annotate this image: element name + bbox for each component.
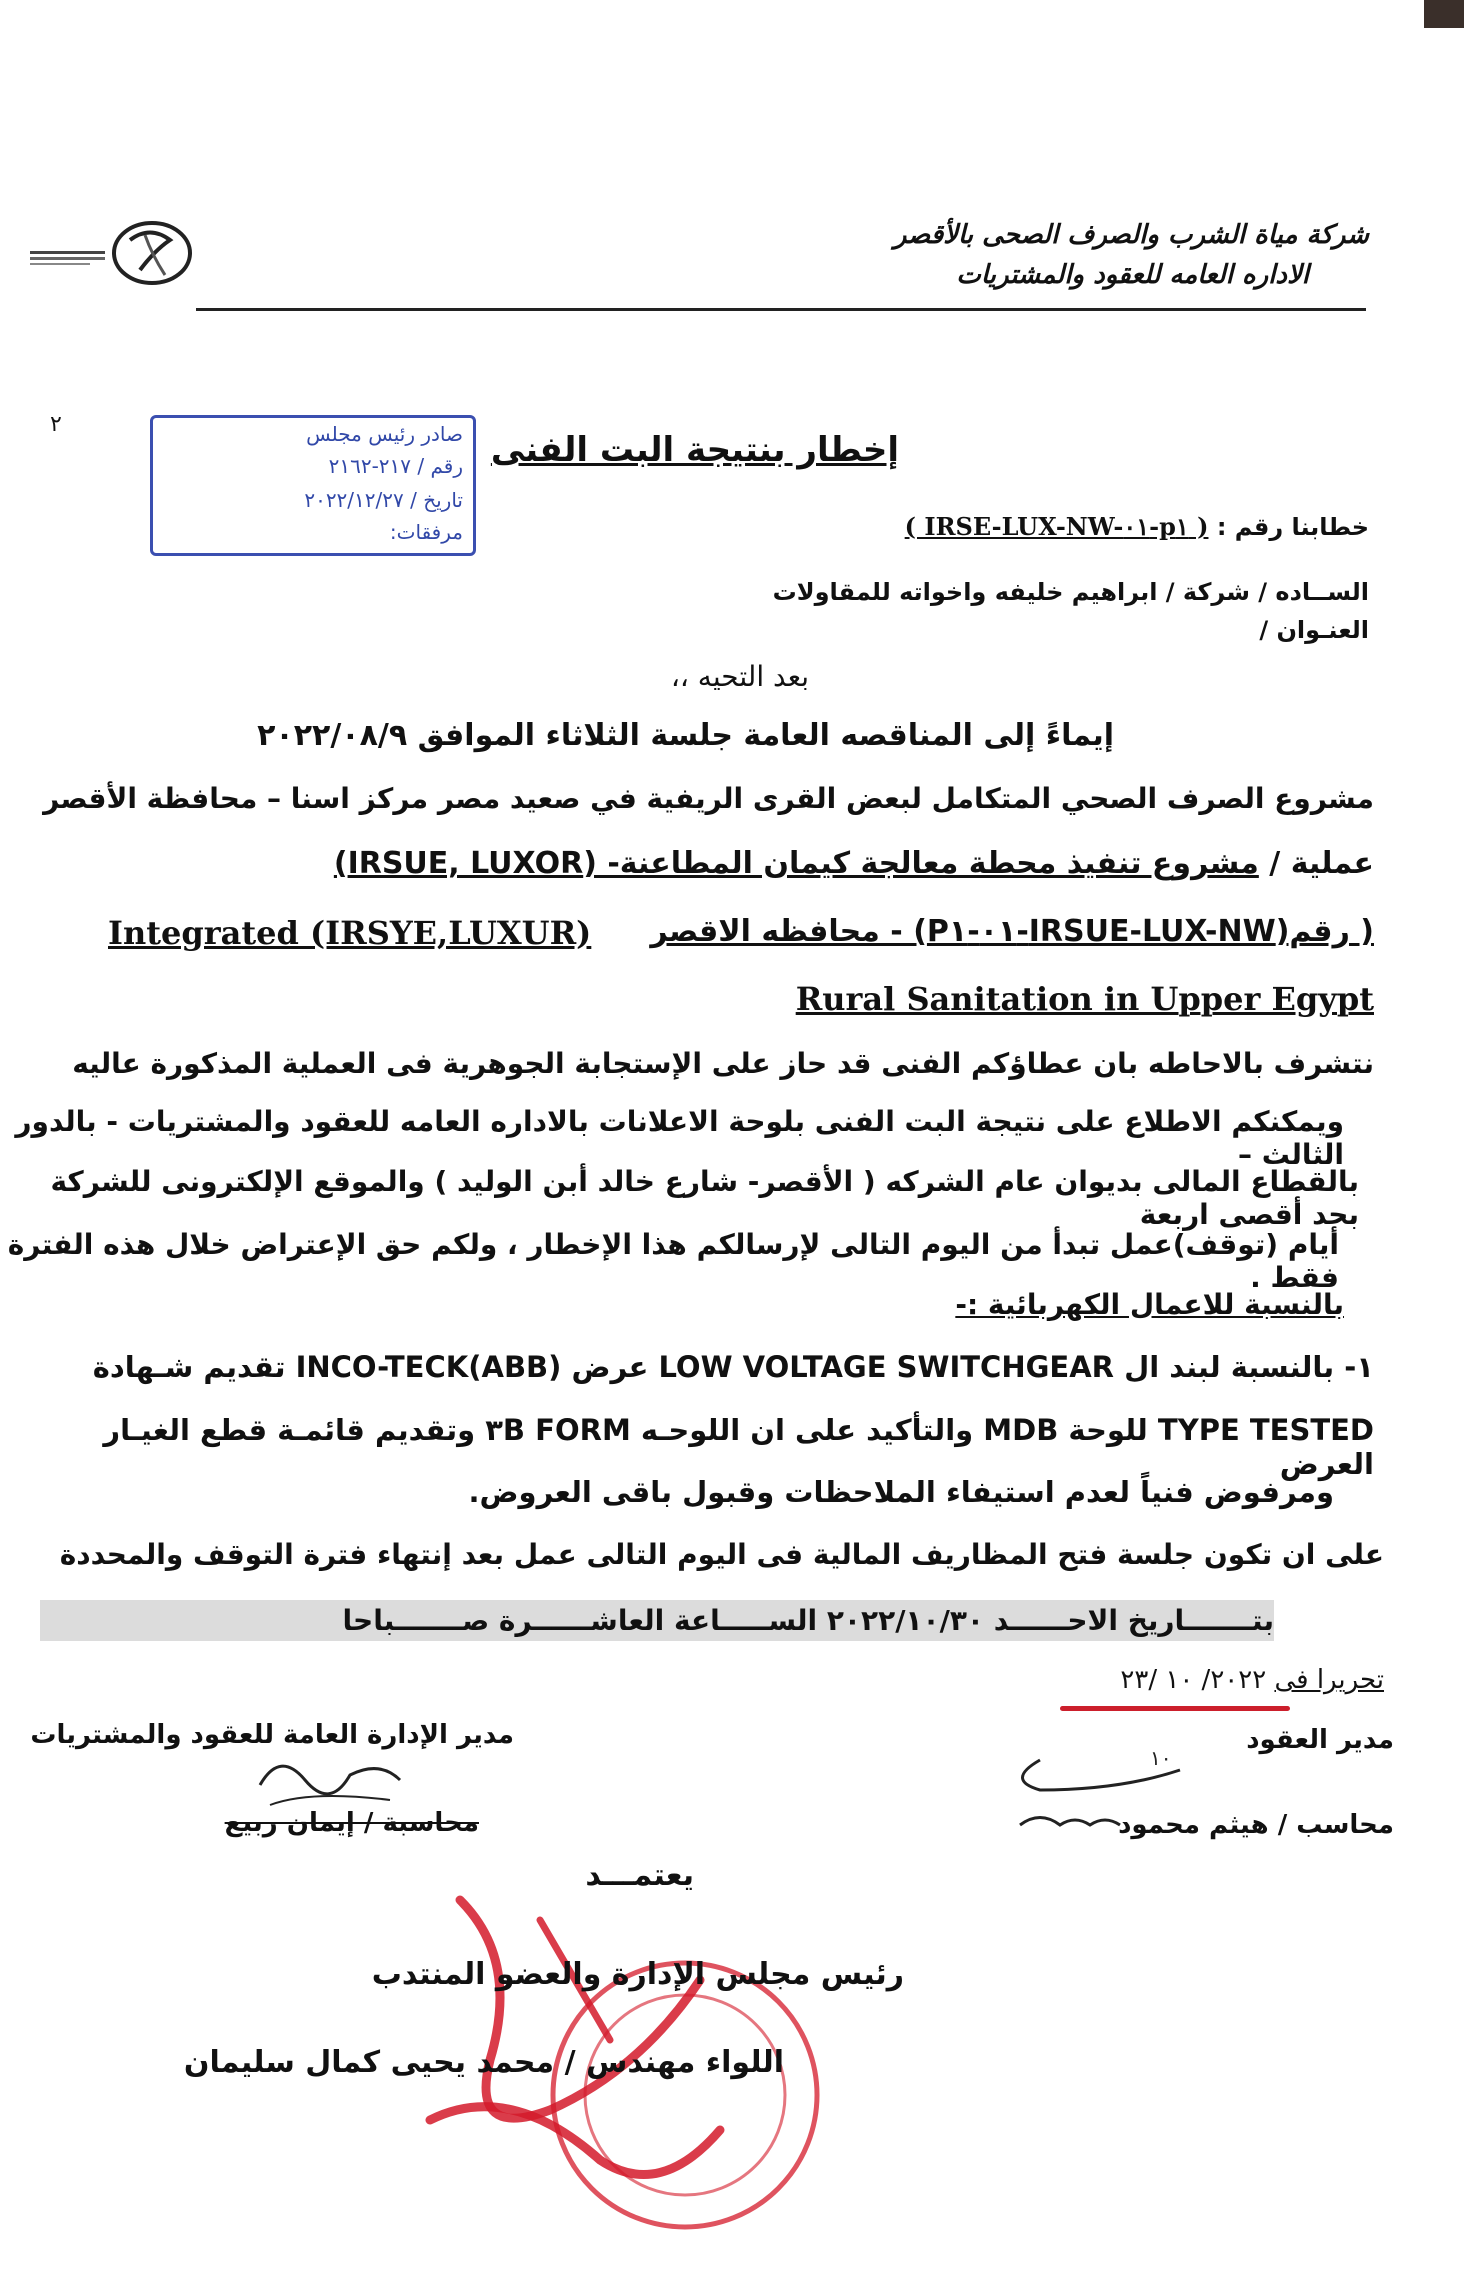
body-p1: إيماءً إلى المناقصه العامة جلسة الثلاثاء الموافق ٢٠٢٢/٠٨/٩ [257,718,1114,753]
body-p7: ويمكنكم الاطلاع على نتيجة البت الفنى بلوحة الاعلانات بالاداره العامه للعقود والمشتريات - بالدور الثالث – [15,1105,1344,1171]
reference-label: خطابنا رقم : [1216,513,1369,541]
approval-label: يعتمـــد [585,1858,694,1893]
body-p10: على ان تكون جلسة فتح المظاريف المالية فى اليوم التالى عمل بعد إنتهاء فترة التوقف والمحددة [59,1538,1384,1571]
body-p6: نتشرف بالاحاطه بان عطاؤكم الفنى قد حاز على الإستجابة الجوهرية فى العملية المذكورة عاليه [72,1047,1374,1080]
department-name: الاداره العامه للعقود والمشتريات [956,260,1309,290]
chairman-title: رئيس مجلس الإدارة والعضو المنتدب [371,1957,904,1992]
body-p2: مشروع الصرف الصحي المتكامل لبعض القرى الريفية في صعيد مصر مركز اسنا – محافظة الأقصر [43,782,1374,815]
dated-value: ٢٠٢٢/ ١٠ /٢٣ [1120,1665,1267,1695]
right-signatory-title: مدير العقود [1246,1725,1394,1755]
address-line: العنـوان / [1259,616,1369,644]
greeting: بعد التحيه ،، [670,660,809,693]
page-title: إخطار بنتيجة البت الفنى [490,430,899,470]
item1-line3: ومرفوض فنياً لعدم استيفاء الملاحظات وقبول باقى العروض. [468,1475,1334,1509]
stamp-corner-mark: ٢ [50,412,62,437]
left-signatory-title: مدير الإدارة العامة للعقود والمشتريات [30,1720,514,1750]
outgoing-stamp [150,415,476,556]
body-p3-label: عملية / [1269,846,1374,881]
scan-edge-mark [1424,0,1464,28]
right-signatory-name: محاسب / هيثم محمود [1118,1810,1394,1840]
body-p9: أيام (توقف)عمل تبدأ من اليوم التالى لإرسالكم هذا الإخطار ، ولكم حق الإعتراض خلال هذه الفترة فقط . [7,1228,1339,1294]
company-name: شركة مياة الشرب والصرف الصحى بالأقصر [893,220,1369,250]
left-signatory-name: محاسبة / إيمان ربيع [224,1808,479,1838]
item1-line2: TYPE TESTED للوحة MDB والتأكيد على ان اللوحـه FORM ٣B وتقديم قائمـة قطع الغيـار العرض [103,1413,1374,1481]
stamp-line-2: رقم / ٢١٧-٢١٦٢ [328,454,463,478]
stamp-line-1: صادر رئيس مجلس [306,422,463,446]
stamp-line-4: مرفقات: [389,520,463,544]
company-logo [30,215,200,295]
body-p3 [334,846,1374,881]
dated [1120,1665,1384,1695]
chairman-name: اللواء مهندس / محمد يحيى كمال سليمان [183,2045,784,2080]
body-p4-project-number: ( رقم(IRSUE-LUX-NW-٠١-P١) - محافظه الاقصر [650,914,1374,949]
section-heading: بالنسبة للاعمال الكهربائية :- [955,1288,1344,1321]
body-p4-english: Integrated (IRSYE,LUXUR) [108,914,592,952]
body-p3-text: مشروع تنفيذ محطة معالجة كيمان المطاعنة- (IRSUE, LUXOR) [333,846,1259,881]
body-p11-date-highlight: بتـــــــاريخ الاحــــــد ٢٠٢٢/١٠/٣٠ الســـــاعة العاشــــــرة صـــــــباحا [40,1600,1274,1641]
body-p8: بالقطاع المالى بديوان عام الشركه ( الأقصر- شارع خالد أبن الوليد ) والموقع الإلكترونى للشركة بحد أقصى اربعة [50,1165,1359,1231]
reference-number [905,512,1369,541]
svg-text:١٠: ١٠ [1150,1746,1172,1770]
addressee-line: الســاده / شركة / ابراهيم خليفه واخواته للمقاولات [772,578,1369,606]
header-divider [196,308,1366,311]
stamp-line-3: تاريخ / ٢٠٢٢/١٢/٢٧ [304,488,463,512]
dated-label: تحريرا فى [1274,1665,1384,1695]
body-p5-english: Rural Sanitation in Upper Egypt [795,980,1374,1018]
reference-value: ( IRSE-LUX-NW-٠١-p١ ) [904,512,1209,541]
item1-line1: ١- بالنسبة لبند ال LOW VOLTAGE SWITCHGEAR عرض INCO-TECK(ABB) تقديم شـهادة [92,1350,1374,1384]
logo-emblem-icon [30,215,200,295]
date-underline [1060,1706,1290,1711]
